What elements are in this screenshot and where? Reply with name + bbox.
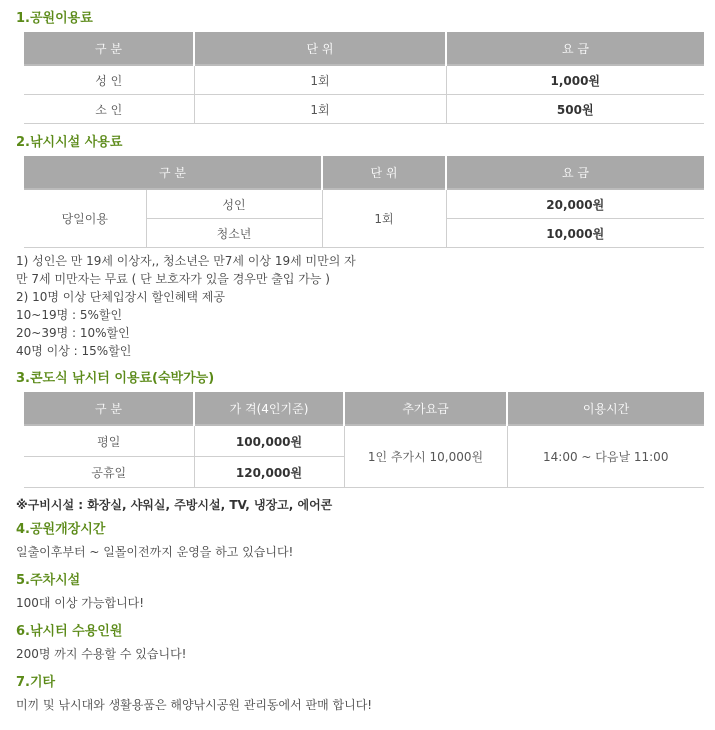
table-row [24, 95, 704, 124]
section-7-title: 7.기타 [16, 675, 56, 690]
table-row [24, 65, 704, 95]
col-header-time: 이용시간 [507, 392, 704, 425]
table-header-row [24, 392, 704, 425]
row-unit: 1회 [194, 95, 446, 124]
row-price: 100,000원 [194, 425, 344, 457]
park-fee-table [24, 32, 704, 124]
note-line: 40명 이상 : 15%할인 [16, 344, 132, 358]
group-label: 당일이용 [24, 189, 146, 248]
table-header-row [24, 156, 704, 189]
col-header-unit: 단 위 [194, 32, 446, 65]
fishing-fee-table [24, 156, 704, 248]
table-row [24, 425, 704, 457]
row-fee: 1,000원 [446, 65, 704, 95]
row-fee: 20,000원 [446, 189, 704, 219]
row-fee: 10,000원 [446, 219, 704, 248]
note-line: 1) 성인은 만 19세 이상자,, 청소년은 만7세 이상 19세 미만의 자 [16, 254, 356, 268]
equipment-note: ※구비시설 : 화장실, 샤워실, 주방시설, TV, 냉장고, 에어콘 [16, 498, 333, 512]
row-unit: 1회 [194, 65, 446, 95]
col-header-extra: 추가요금 [344, 392, 507, 425]
row-fee: 500원 [446, 95, 704, 124]
section-4-title: 4.공원개장시간 [16, 522, 106, 537]
opening-hours-text: 일출이후부터 ~ 일몰이전까지 운영을 하고 있습니다! [16, 545, 294, 559]
col-header-unit: 단 위 [322, 156, 446, 189]
section-1-title: 1.공원이용료 [16, 11, 93, 26]
row-price: 120,000원 [194, 457, 344, 488]
row-category: 성 인 [24, 65, 194, 95]
parking-text: 100대 이상 가능합니다! [16, 596, 145, 610]
section-2-title: 2.낚시시설 사용료 [16, 135, 123, 150]
capacity-text: 200명 까지 수용할 수 있습니다! [16, 647, 187, 661]
table-row [24, 189, 704, 219]
row-unit: 1회 [322, 189, 446, 248]
col-header-fee: 요 금 [446, 156, 704, 189]
usage-time: 14:00 ~ 다음날 11:00 [507, 425, 704, 488]
col-header-category: 구 분 [24, 32, 194, 65]
table-header-row [24, 32, 704, 65]
col-header-category: 구 분 [24, 392, 194, 425]
note-line: 2) 10명 이상 단체입장시 할인혜택 제공 [16, 290, 225, 304]
row-category: 성인 [146, 189, 322, 219]
section-3-title: 3.콘도식 낚시터 이용료(숙박가능) [16, 371, 215, 386]
row-category: 소 인 [24, 95, 194, 124]
col-header-price: 가 격(4인기준) [194, 392, 344, 425]
row-category: 평일 [24, 425, 194, 457]
note-line: 10~19명 : 5%할인 [16, 308, 123, 322]
row-category: 청소년 [146, 219, 322, 248]
fee-notes [16, 252, 703, 360]
note-line: 20~39명 : 10%할인 [16, 326, 130, 340]
col-header-fee: 요 금 [446, 32, 704, 65]
condo-fee-table [24, 392, 704, 488]
extra-fee: 1인 추가시 10,000원 [344, 425, 507, 488]
section-6-title: 6.낚시터 수용인원 [16, 624, 123, 639]
section-5-title: 5.주차시설 [16, 573, 81, 588]
note-line: 만 7세 미만자는 무료 ( 단 보호자가 있을 경우만 출입 가능 ) [16, 272, 330, 286]
col-header-category: 구 분 [24, 156, 322, 189]
etc-text: 미끼 및 낚시대와 생활용품은 해양낚시공원 관리동에서 판매 합니다! [16, 698, 373, 712]
row-category: 공휴일 [24, 457, 194, 488]
